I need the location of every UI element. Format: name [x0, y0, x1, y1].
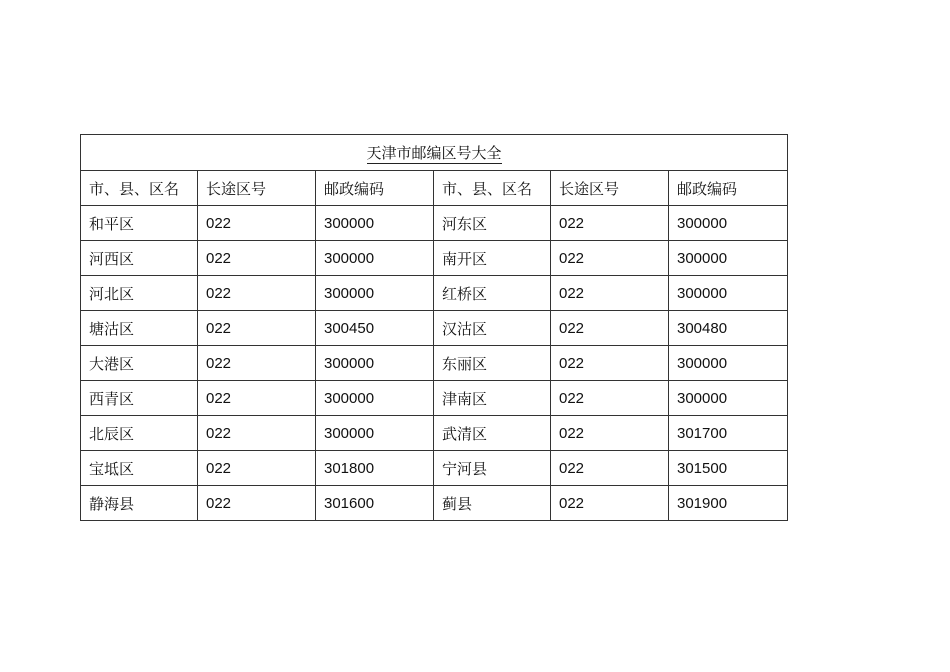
area-code-cell: 022 — [198, 276, 316, 311]
title-cell — [81, 135, 788, 171]
header-cell-postal-code: 邮政编码 — [669, 171, 788, 206]
table-body — [81, 135, 788, 521]
table-row — [81, 206, 788, 241]
district-name-cell: 津南区 — [434, 381, 551, 416]
district-name-cell: 静海县 — [81, 486, 198, 521]
postal-code-cell: 301700 — [669, 416, 788, 451]
postal-code-cell: 301600 — [316, 486, 434, 521]
document-title: 天津市邮编区号大全 — [366, 144, 502, 162]
area-code-cell: 022 — [551, 416, 669, 451]
district-name-cell: 西青区 — [81, 381, 198, 416]
district-name-cell: 河东区 — [434, 206, 551, 241]
header-cell-postal-code: 邮政编码 — [316, 171, 434, 206]
postal-code-cell: 301500 — [669, 451, 788, 486]
postal-code-cell: 300000 — [316, 241, 434, 276]
postal-code-cell: 300000 — [316, 381, 434, 416]
postal-code-cell: 300480 — [669, 311, 788, 346]
district-name-cell: 武清区 — [434, 416, 551, 451]
table-row — [81, 276, 788, 311]
area-code-cell: 022 — [198, 486, 316, 521]
district-name-cell: 东丽区 — [434, 346, 551, 381]
postal-code-cell: 300000 — [316, 416, 434, 451]
table-row — [81, 486, 788, 521]
postal-code-cell: 300000 — [669, 381, 788, 416]
table-row — [81, 416, 788, 451]
table-row — [81, 381, 788, 416]
postal-code-cell: 300000 — [316, 276, 434, 311]
district-name-cell: 河北区 — [81, 276, 198, 311]
district-name-cell: 北辰区 — [81, 416, 198, 451]
area-code-cell: 022 — [551, 206, 669, 241]
area-code-cell: 022 — [198, 241, 316, 276]
area-code-cell: 022 — [198, 206, 316, 241]
postal-code-cell: 301900 — [669, 486, 788, 521]
area-code-cell: 022 — [551, 241, 669, 276]
postal-code-cell: 300000 — [669, 241, 788, 276]
area-code-cell: 022 — [198, 451, 316, 486]
postal-code-cell: 300000 — [669, 206, 788, 241]
district-name-cell: 大港区 — [81, 346, 198, 381]
district-name-cell: 宁河县 — [434, 451, 551, 486]
postal-code-cell: 300450 — [316, 311, 434, 346]
postal-code-cell: 301800 — [316, 451, 434, 486]
district-name-cell: 塘沽区 — [81, 311, 198, 346]
area-code-cell: 022 — [198, 381, 316, 416]
area-code-cell: 022 — [198, 346, 316, 381]
area-code-cell: 022 — [198, 311, 316, 346]
district-name-cell: 河西区 — [81, 241, 198, 276]
area-code-cell: 022 — [551, 451, 669, 486]
district-name-cell: 红桥区 — [434, 276, 551, 311]
area-code-cell: 022 — [551, 311, 669, 346]
district-name-cell: 和平区 — [81, 206, 198, 241]
postal-code-cell: 300000 — [316, 346, 434, 381]
area-code-cell: 022 — [551, 486, 669, 521]
table-row — [81, 451, 788, 486]
district-name-cell: 南开区 — [434, 241, 551, 276]
district-name-cell: 宝坻区 — [81, 451, 198, 486]
header-cell-district-name: 市、县、区名 — [81, 171, 198, 206]
area-code-cell: 022 — [551, 381, 669, 416]
table-row — [81, 311, 788, 346]
area-code-cell: 022 — [198, 416, 316, 451]
area-code-cell: 022 — [551, 276, 669, 311]
area-code-cell: 022 — [551, 346, 669, 381]
postal-code-cell: 300000 — [669, 346, 788, 381]
table-row — [81, 241, 788, 276]
postal-code-cell: 300000 — [669, 276, 788, 311]
header-cell-district-name: 市、县、区名 — [434, 171, 551, 206]
postal-code-cell: 300000 — [316, 206, 434, 241]
title-row — [81, 135, 788, 171]
header-row — [81, 171, 788, 206]
table-row — [81, 346, 788, 381]
district-name-cell: 蓟县 — [434, 486, 551, 521]
header-cell-area-code: 长途区号 — [198, 171, 316, 206]
district-name-cell: 汉沽区 — [434, 311, 551, 346]
header-cell-area-code: 长途区号 — [551, 171, 669, 206]
postal-code-table — [80, 134, 788, 521]
